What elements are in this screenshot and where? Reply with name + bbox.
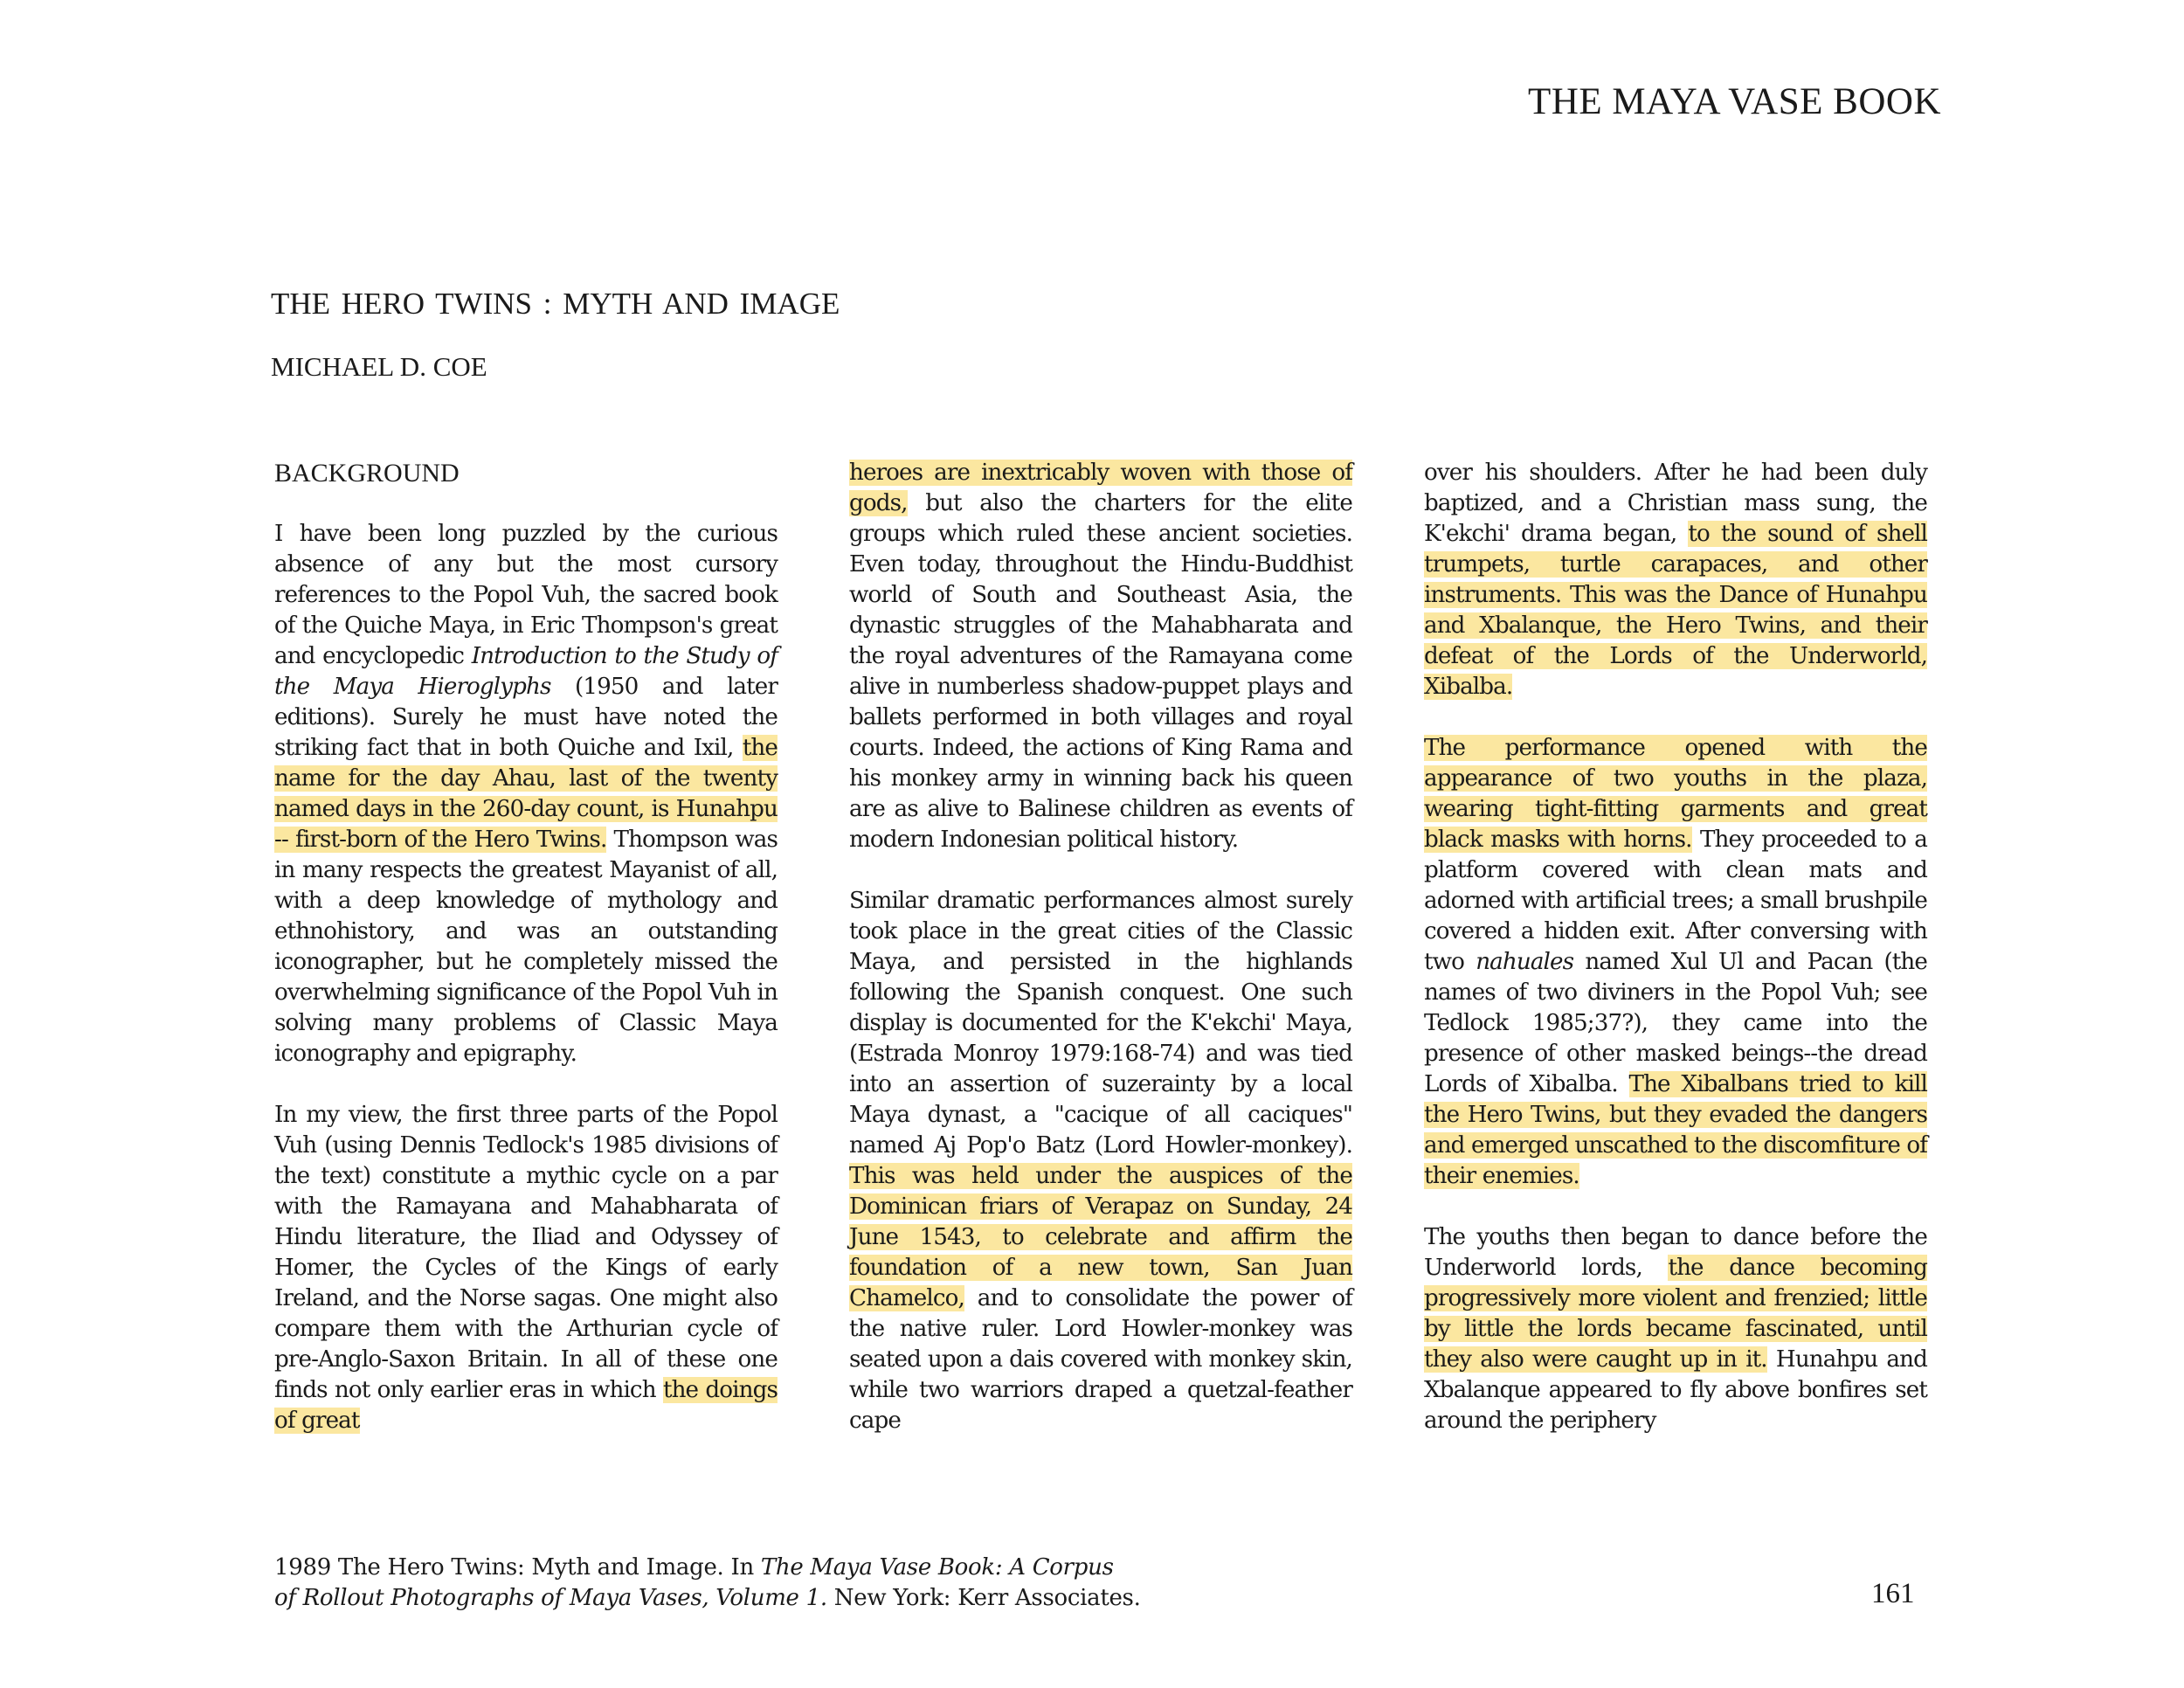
highlighted-text: This was held under the auspices of the Dominican friars of Verapaz on Sunday, 24 June 1543, to celebrate and affirm the foundation of a new town, San Juan Chamelco, (849, 1163, 1352, 1311)
paragraph (274, 519, 778, 1069)
highlighted-text: the doings of great (274, 1377, 778, 1434)
paragraph (1424, 1222, 1927, 1436)
page-number: 161 (1871, 1578, 1915, 1609)
citation-text: New York: Kerr Associates. (826, 1585, 1141, 1611)
highlighted-text: the name for the day Ahau, last of the twenty named days in the 260-day count, is Hunahpu -- first-born of the Hero Twins. (274, 735, 778, 853)
text-run: The youths then began to dance before the Underworld lords, (1424, 1224, 1927, 1281)
book-title-italic: Introduction to the Study of the Maya Hieroglyphs (274, 643, 778, 700)
text-run: but also the charters for the elite groups which ruled these ancient societies. Even today, throughout the Hindu-Buddhist world of South and Southeast Asia, the dynastic struggles of the Mahabharata and the royal adventures of the Ramayana come alive in numberless shadow-puppet plays and ballets performed in both villages and royal courts. Indeed, the actions of King Rama and his monkey army in winning back his queen are as alive to Balinese children as events of modern Indonesian political history. (849, 490, 1352, 853)
text-column-3 (1424, 458, 1927, 1436)
text-run: I have been long puzzled by the curious absence of any but the most cursory references to the Popol Vuh, the sacred book of the Quiche Maya, in Eric Thompson's great and encyclopedic (274, 521, 778, 669)
highlighted-text: The Xibalbans tried to kill the Hero Twins, but they evaded the dangers and emerged unscathed to the discomfiture of their enemies. (1424, 1071, 1928, 1189)
paragraph (1424, 733, 1927, 1192)
paragraph (274, 1100, 778, 1436)
text-column-1 (274, 458, 778, 1436)
text-run: In my view, the first three parts of the Popol Vuh (using Dennis Tedlock's 1985 divisions of the text) constitute a mythic cycle on a par with the Ramayana and Mahabharata of Hindu literature, the Iliad and Odyssey of Homer, the Cycles of the Kings of early Ireland, and the Norse sagas. One might also compare them with the Arthurian cycle of pre-Anglo-Saxon Britain. In all of these one finds not only earlier eras in which (274, 1102, 778, 1403)
text-run: named Xul Ul and Pacan (the names of two diviners in the Popol Vuh; see Tedlock 1985;37?), they came into the presence of other masked beings--the dread Lords of Xibalba. (1424, 949, 1927, 1097)
paragraph (849, 886, 1352, 1436)
running-head: THE MAYA VASE BOOK (1528, 81, 1941, 122)
text-run: and to consolidate the power of the native ruler. Lord Howler-monkey was seated upon a dais covered with monkey skin, while two warriors draped a quetzal-feather cape (849, 1285, 1352, 1434)
citation-text: 1989 The Hero Twins: Myth and Image. In (274, 1554, 761, 1581)
article-author: MICHAEL D. COE (271, 351, 487, 382)
highlighted-text: the dance becoming progressively more violent and frenzied; little by little the lords became fascinated, until they also were caught up in it. (1424, 1255, 1927, 1373)
text-run: They proceeded to a platform covered with clean mats and adorned with artificial trees; a small brushpile covered a hidden exit. After conversing with two (1424, 827, 1927, 975)
highlighted-text: heroes are inextricably woven with those of gods, (849, 460, 1352, 516)
text-run: Hunahpu and Xbalanque appeared to fly above bonfires set around the periphery (1424, 1346, 1927, 1434)
text-run: over his shoulders. After he had been duly baptized, and a Christian mass sung, the K'ekchi' drama began, (1424, 460, 1927, 547)
text-run: (1950 and later editions). Surely he must have noted the striking fact that in both Quiche and Ixil, (274, 674, 778, 761)
highlighted-text: to the sound of shell trumpets, turtle carapaces, and other instruments. This was the Dance of Hunahpu and Xbalanque, the Hero Twins, and their defeat of the Lords of the Underworld, Xibalba. (1424, 521, 1928, 700)
citation-book-title: The Maya Vase Book: A Corpus (760, 1554, 1114, 1581)
citation-footer (274, 1553, 1141, 1614)
text-run: Similar dramatic performances almost surely took place in the great cities of the Classic Maya, and persisted in the highlands following the Spanish conquest. One such display is documented for the K'ekchi' Maya, (Estrada Monroy 1979:168-74) and was tied into an assertion of suzerainty by a local Maya dynast, a "cacique of all caciques" named Aj Pop'o Batz (Lord Howler-monkey). (849, 888, 1352, 1159)
italic-term: nahuales (1476, 949, 1574, 975)
highlighted-text: The performance opened with the appearance of two youths in the plaza, wearing tight-fitting garments and great black masks with horns. (1424, 735, 1927, 853)
citation-book-title: of Rollout Photographs of Maya Vases, Volume 1. (274, 1585, 827, 1611)
paragraph (849, 458, 1352, 855)
article-title: THE HERO TWINS : MYTH AND IMAGE (271, 287, 840, 321)
section-heading: BACKGROUND (274, 459, 460, 488)
text-run: Thompson was in many respects the greatest Mayanist of all, with a deep knowledge of mythology and ethnohistory, and was an outstanding iconographer, but he completely missed the overwhelming significance of the Popol Vuh in solving many problems of Classic Maya iconography and epigraphy. (274, 827, 778, 1067)
text-column-2 (849, 458, 1352, 1436)
paragraph (1424, 458, 1927, 702)
